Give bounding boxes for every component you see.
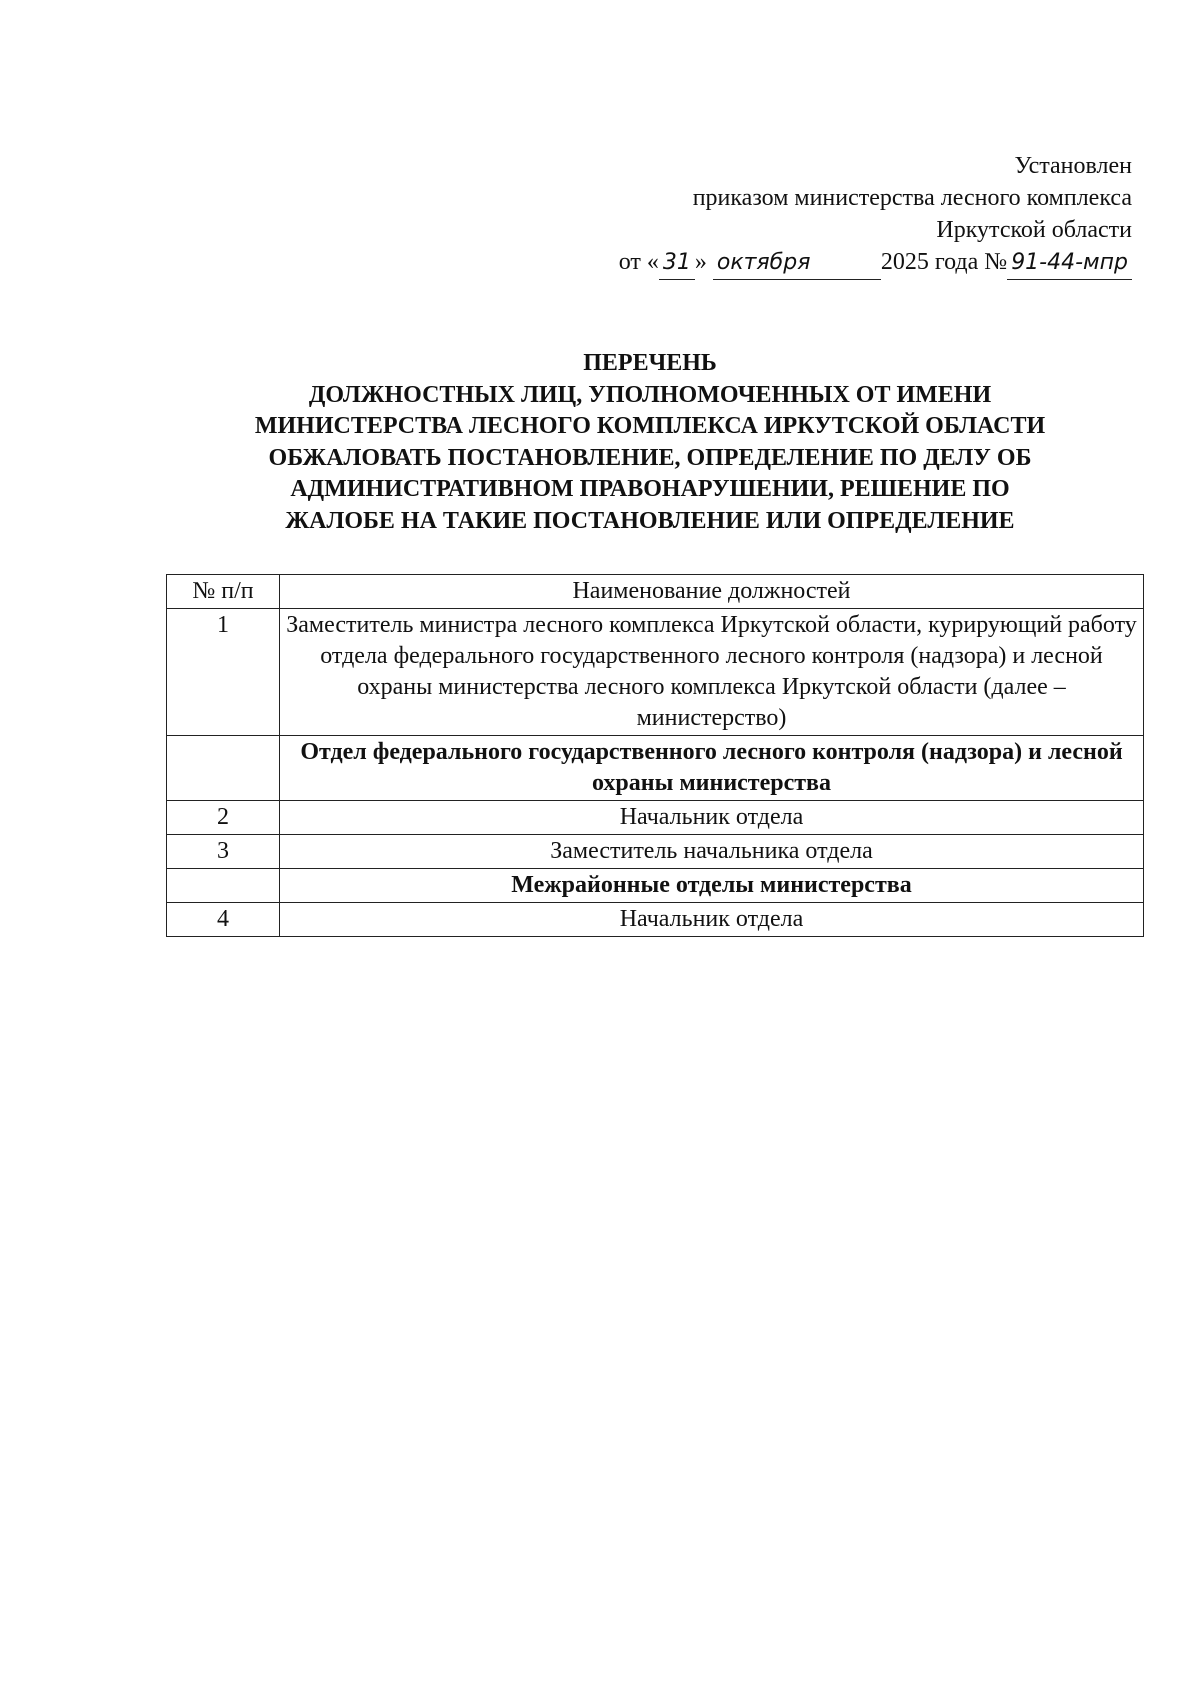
handwritten-order-number: 91-44-мпр (1007, 247, 1132, 280)
table-row (167, 903, 1144, 937)
table-header-row (167, 575, 1144, 609)
table-row (167, 801, 1144, 835)
approval-block (619, 150, 1132, 280)
handwritten-month: октября (713, 247, 881, 280)
table-row (167, 609, 1144, 736)
row-number (167, 869, 280, 903)
title-line: ДОЛЖНОСТНЫХ ЛИЦ, УПОЛНОМОЧЕННЫХ ОТ ИМЕНИ (308, 381, 992, 408)
row-position: Начальник отдела (280, 903, 1144, 937)
title-line: ЖАЛОБЕ НА ТАКИЕ ПОСТАНОВЛЕНИЕ ИЛИ ОПРЕДЕЛЕНИЕ (285, 507, 1015, 534)
approval-line: Иркутской области (936, 217, 1132, 243)
year-text: 2025 года № (880, 249, 1008, 275)
handwritten-day: 31 (659, 247, 695, 280)
row-position: Заместитель начальника отдела (280, 835, 1144, 869)
header-position: Наименование должностей (280, 575, 1144, 609)
title-line: ОБЖАЛОВАТЬ ПОСТАНОВЛЕНИЕ, ОПРЕДЕЛЕНИЕ ПО ДЕЛУ ОБ (268, 444, 1032, 471)
title-line: АДМИНИСТРАТИВНОМ ПРАВОНАРУШЕНИИ, РЕШЕНИЕ ПО (290, 476, 1010, 502)
section-heading: Отдел федерального государственного лесного контроля (надзора) и лесной охраны министерства (280, 736, 1144, 801)
approval-line: Установлен (1014, 153, 1132, 179)
section-heading: Межрайонные отделы министерства (280, 869, 1144, 903)
title-line: МИНИСТЕРСТВА ЛЕСНОГО КОМПЛЕКСА ИРКУТСКОЙ ОБЛАСТИ (254, 413, 1046, 439)
positions-table (166, 574, 1144, 937)
section-row (167, 736, 1144, 801)
row-number (167, 736, 280, 801)
date-close: » (694, 249, 707, 275)
section-row (167, 869, 1144, 903)
approval-line: приказом министерства лесного комплекса (692, 185, 1132, 211)
header-number: № п/п (167, 575, 280, 609)
row-number: 3 (167, 835, 280, 869)
document-title (150, 348, 1150, 537)
approval-date-line (619, 246, 1132, 280)
row-number: 1 (167, 609, 280, 736)
table-row (167, 835, 1144, 869)
row-position: Заместитель министра лесного комплекса Иркутской области, курирующий работу отдела федерального государственного лесного контроля (надзора) и лесной охраны министерства лесного комплекса Иркутской области (далее – министерство) (280, 609, 1144, 736)
row-number: 4 (167, 903, 280, 937)
date-prefix: от « (618, 249, 659, 275)
row-number: 2 (167, 801, 280, 835)
row-position: Начальник отдела (280, 801, 1144, 835)
title-line: ПЕРЕЧЕНЬ (583, 350, 717, 376)
